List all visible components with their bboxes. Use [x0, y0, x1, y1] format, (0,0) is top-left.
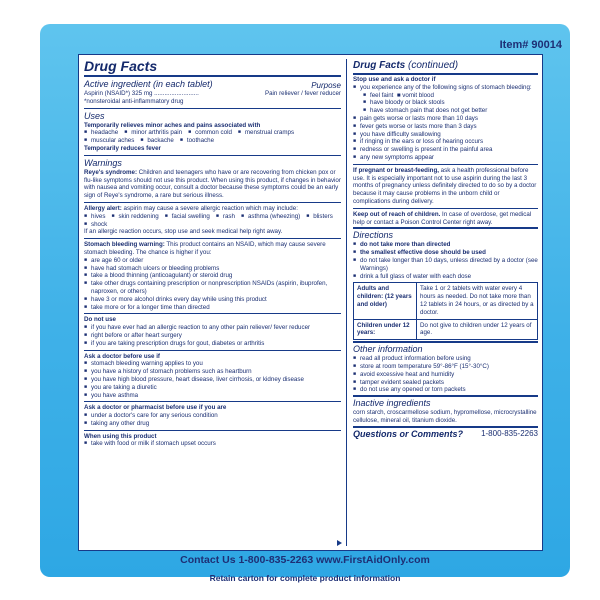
list-item: ■ under a doctor's care for any serious condition: [84, 412, 341, 420]
bleeding-text: This product contains an NSAID, which may cause severe stomach bleeding. The chance is higher if you:: [84, 241, 326, 256]
list-item: ■ hives: [84, 213, 105, 221]
list-item: ■ fever gets worse or lasts more than 3 days: [353, 123, 538, 131]
right-column: [353, 55, 538, 439]
list-item: ■ redness or swelling is present in the painful area: [353, 146, 538, 154]
continued-arrow-icon: [337, 540, 342, 546]
list-item: ■ pain gets worse or lasts more than 10 days: [353, 115, 538, 123]
directions-heading: Directions: [353, 230, 394, 241]
inactive-ingredients-heading: Inactive ingredients: [353, 398, 431, 409]
table-row: [354, 283, 538, 319]
list-item: ■ store at room temperature 59°-86°F (15°-30°C): [353, 363, 538, 371]
list-item: ■ common cold: [188, 129, 232, 137]
pregnancy-text: ask a health professional before use. It is especially important not to use aspirin during the last 3 months of pregnancy unless definitely directed to do so by a doctor because it may cause problems in the unborn child or complications during delivery.: [353, 166, 537, 205]
rule: [84, 313, 341, 314]
column-divider: [346, 59, 347, 546]
allergy-label: Allergy alert:: [84, 204, 122, 212]
drug-facts-card: [40, 24, 570, 583]
list-item: ■ take more or for a longer time than directed: [84, 304, 341, 312]
list-item: ■ any new symptoms appear: [353, 154, 538, 162]
drug-facts-panel: [78, 54, 543, 551]
bleeding-warning: [84, 241, 341, 257]
bleeding-list: [84, 257, 341, 312]
other-information-list: [353, 355, 538, 394]
list-item: ■ have stomach pain that does not get better: [353, 107, 538, 115]
list-item: ■ blisters: [306, 213, 333, 221]
list-item: ■ are age 60 or older: [84, 257, 341, 265]
purpose-value: Pain reliever / fever reducer: [264, 90, 341, 97]
list-item: ■ tamper evident sealed packets: [353, 379, 538, 387]
list-item: ■ shock: [84, 221, 107, 229]
stop-use-list: [353, 84, 538, 92]
rule: [84, 238, 341, 239]
drug-facts-title: Drug Facts: [84, 58, 158, 74]
list-item: ■ you are taking a diuretic: [84, 384, 341, 392]
bleeding-label: Stomach bleeding warning:: [84, 241, 165, 249]
questions-label: Questions or Comments?: [353, 428, 464, 439]
list-item: ■ if you have ever had an allergic reaction to any other pain reliever/ fever reducer: [84, 324, 341, 332]
list-item: ■ do not take more than directed: [353, 241, 538, 249]
rule: [353, 208, 538, 209]
do-not-use-list: [84, 324, 341, 347]
sign-text: feel faint: [370, 91, 394, 99]
dosage-amount: Do not give to children under 12 years of age.: [417, 319, 538, 340]
sign-text: vomit blood: [402, 91, 434, 99]
ask-pharmacist-heading: Ask a doctor or pharmacist before use if you are: [84, 404, 227, 412]
rule: [84, 202, 341, 203]
keep-out-of-reach: [353, 211, 538, 227]
rule: [353, 73, 538, 75]
contact-line: Contact Us 1-800-835-2263 www.FirstAidOnly.com: [180, 554, 430, 566]
list-item: ■ you have asthma: [84, 392, 341, 400]
list-item: ■ minor arthritis pain: [124, 129, 182, 137]
list-item: ■ have bloody or black stools: [353, 99, 538, 107]
dosage-who: Children under 12 years:: [354, 319, 417, 340]
list-item: ■ do not take longer than 10 days, unless directed by a doctor (see Warnings): [353, 257, 538, 273]
rule: [353, 341, 538, 343]
rule: [353, 426, 538, 428]
drug-facts-continued-title: [353, 60, 538, 71]
stop-use-more-list: [353, 115, 538, 162]
questions-phone: 1-800-835-2263: [481, 428, 538, 438]
allergy-end: If an allergic reaction occurs, stop use and seek medical help right away.: [84, 228, 283, 236]
list-item: ■ asthma (wheezing): [241, 213, 300, 221]
uses-fever: Temporarily reduces fever: [84, 144, 161, 152]
ask-doctor-list: [84, 360, 341, 399]
list-item: ■ feel faint ■ vomit blood: [353, 92, 538, 100]
purpose-heading: Purpose: [311, 81, 341, 90]
list-item: ■ menstrual cramps: [238, 129, 294, 137]
list-item: ■ taking any other drug: [84, 420, 341, 428]
list-item: ■ rash: [216, 213, 235, 221]
list-item: ■ the smallest effective dose should be used: [353, 249, 538, 257]
item-number: Item# 90014: [499, 39, 562, 51]
uses-list: [84, 129, 341, 145]
bleeding-signs-list: [353, 92, 538, 115]
dosage-amount: Take 1 or 2 tablets with water every 4 hours as needed. Do not take more than 12 tablets in 24 hours, or as directed by a doctor.: [417, 283, 538, 319]
other-information-heading: Other information: [353, 344, 423, 355]
left-column: [84, 55, 341, 448]
list-item: ■ toothache: [180, 137, 214, 145]
active-ingredient-heading: Active ingredient (in each tablet): [84, 79, 213, 89]
inactive-ingredients: corn starch, croscarmellose sodium, hypromellose, microcrystalline cellulose, mineral oil, titanium dioxide.: [353, 409, 537, 424]
pregnancy-label: If pregnant or breast-feeding,: [353, 166, 439, 174]
nsaid-note: *nonsteroidal anti-inflammatory drug: [84, 97, 184, 105]
rule: [84, 155, 341, 156]
continued-label: (continued): [405, 60, 459, 71]
when-using-heading: When using this product: [84, 432, 157, 440]
list-item: ■ read all product information before using: [353, 355, 538, 363]
allergy-list: [84, 213, 341, 229]
list-item: ■ if you are taking prescription drugs for gout, diabetes or arthritis: [84, 340, 341, 348]
rule: [353, 164, 538, 165]
ask-doctor-heading: Ask a doctor before use if: [84, 352, 160, 360]
reye-label: Reye's syndrome:: [84, 168, 138, 176]
drug-facts-title-right: Drug Facts: [353, 60, 406, 71]
reye-text: Children and teenagers who have or are recovering from chicken pox or flu-like symptoms should not use this product. When using this product, if changes in behavior with nausea and vomiting occur, consult a doctor because these symptoms could be an early sign of Reye's syndrome, a rare but serious illness.: [84, 168, 341, 200]
dosage-table: [353, 282, 538, 340]
list-item: ■ have had stomach ulcers or bleeding problems: [84, 265, 341, 273]
list-item: ■ drink a full glass of water with each dose: [353, 273, 538, 281]
rule: [353, 395, 538, 397]
list-item: ■ take other drugs containing prescription or nonprescription NSAIDs (aspirin, ibuprofen, naproxen, or others): [84, 280, 341, 296]
list-item: ■ headache: [84, 129, 118, 137]
ask-pharmacist-list: [84, 412, 341, 428]
rule: [84, 108, 341, 109]
list-item: ■ you have high blood pressure, heart disease, liver cirrhosis, or kidney disease: [84, 376, 341, 384]
allergy-alert: [84, 205, 341, 213]
rule: [84, 75, 341, 77]
list-item: ■ you experience any of the following signs of stomach bleeding:: [353, 84, 538, 92]
list-item: ■ backache: [140, 137, 174, 145]
list-item: ■ you have a history of stomach problems such as heartburn: [84, 368, 341, 376]
active-ingredient: Aspirin (NSAID*) 325 mg ..........................: [84, 90, 199, 97]
do-not-use-heading: Do not use: [84, 316, 116, 324]
reach-text: In case of overdose, get medical help or contact a Poison Control Center right away.: [353, 210, 532, 226]
pregnancy-warning: [353, 167, 538, 206]
list-item: ■ take with food or milk if stomach upset occurs: [84, 440, 341, 448]
rule: [84, 350, 341, 351]
list-item: ■ have 3 or more alcohol drinks every day while using this product: [84, 296, 341, 304]
list-item: ■ take a blood thinning (anticoagulant) or steroid drug: [84, 272, 341, 280]
list-item: ■ stomach bleeding warning applies to you: [84, 360, 341, 368]
list-item: ■ facial swelling: [165, 213, 210, 221]
list-item: ■ you have difficulty swallowing: [353, 131, 538, 139]
when-using-list: [84, 440, 341, 448]
uses-intro: Temporarily relieves minor aches and pains associated with: [84, 121, 261, 129]
rule: [84, 401, 341, 402]
list-item: ■ avoid excessive heat and humidity: [353, 371, 538, 379]
table-row: [354, 319, 538, 340]
uses-heading: Uses: [84, 110, 105, 121]
dosage-who: Adults and children: (12 years and older): [354, 283, 417, 319]
allergy-text: aspirin may cause a severe allergic reaction which may include:: [121, 204, 298, 212]
list-item: ■ do not use any opened or torn packets: [353, 386, 538, 394]
stop-use-heading: Stop use and ask a doctor if: [353, 76, 436, 83]
list-item: ■ right before or after heart surgery: [84, 332, 341, 340]
rule: [353, 227, 538, 229]
list-item: ■ muscular aches: [84, 137, 134, 145]
questions-line: [353, 429, 538, 439]
list-item: ■ skin reddening: [111, 213, 158, 221]
directions-list: [353, 241, 538, 280]
reye-warning: [84, 169, 341, 200]
rule: [84, 430, 341, 431]
warnings-heading: Warnings: [84, 157, 122, 168]
list-item: ■ if ringing in the ears or loss of hearing occurs: [353, 138, 538, 146]
retain-carton-note: Retain carton for complete product information: [209, 573, 401, 583]
reach-label: Keep out of reach of children.: [353, 210, 441, 218]
